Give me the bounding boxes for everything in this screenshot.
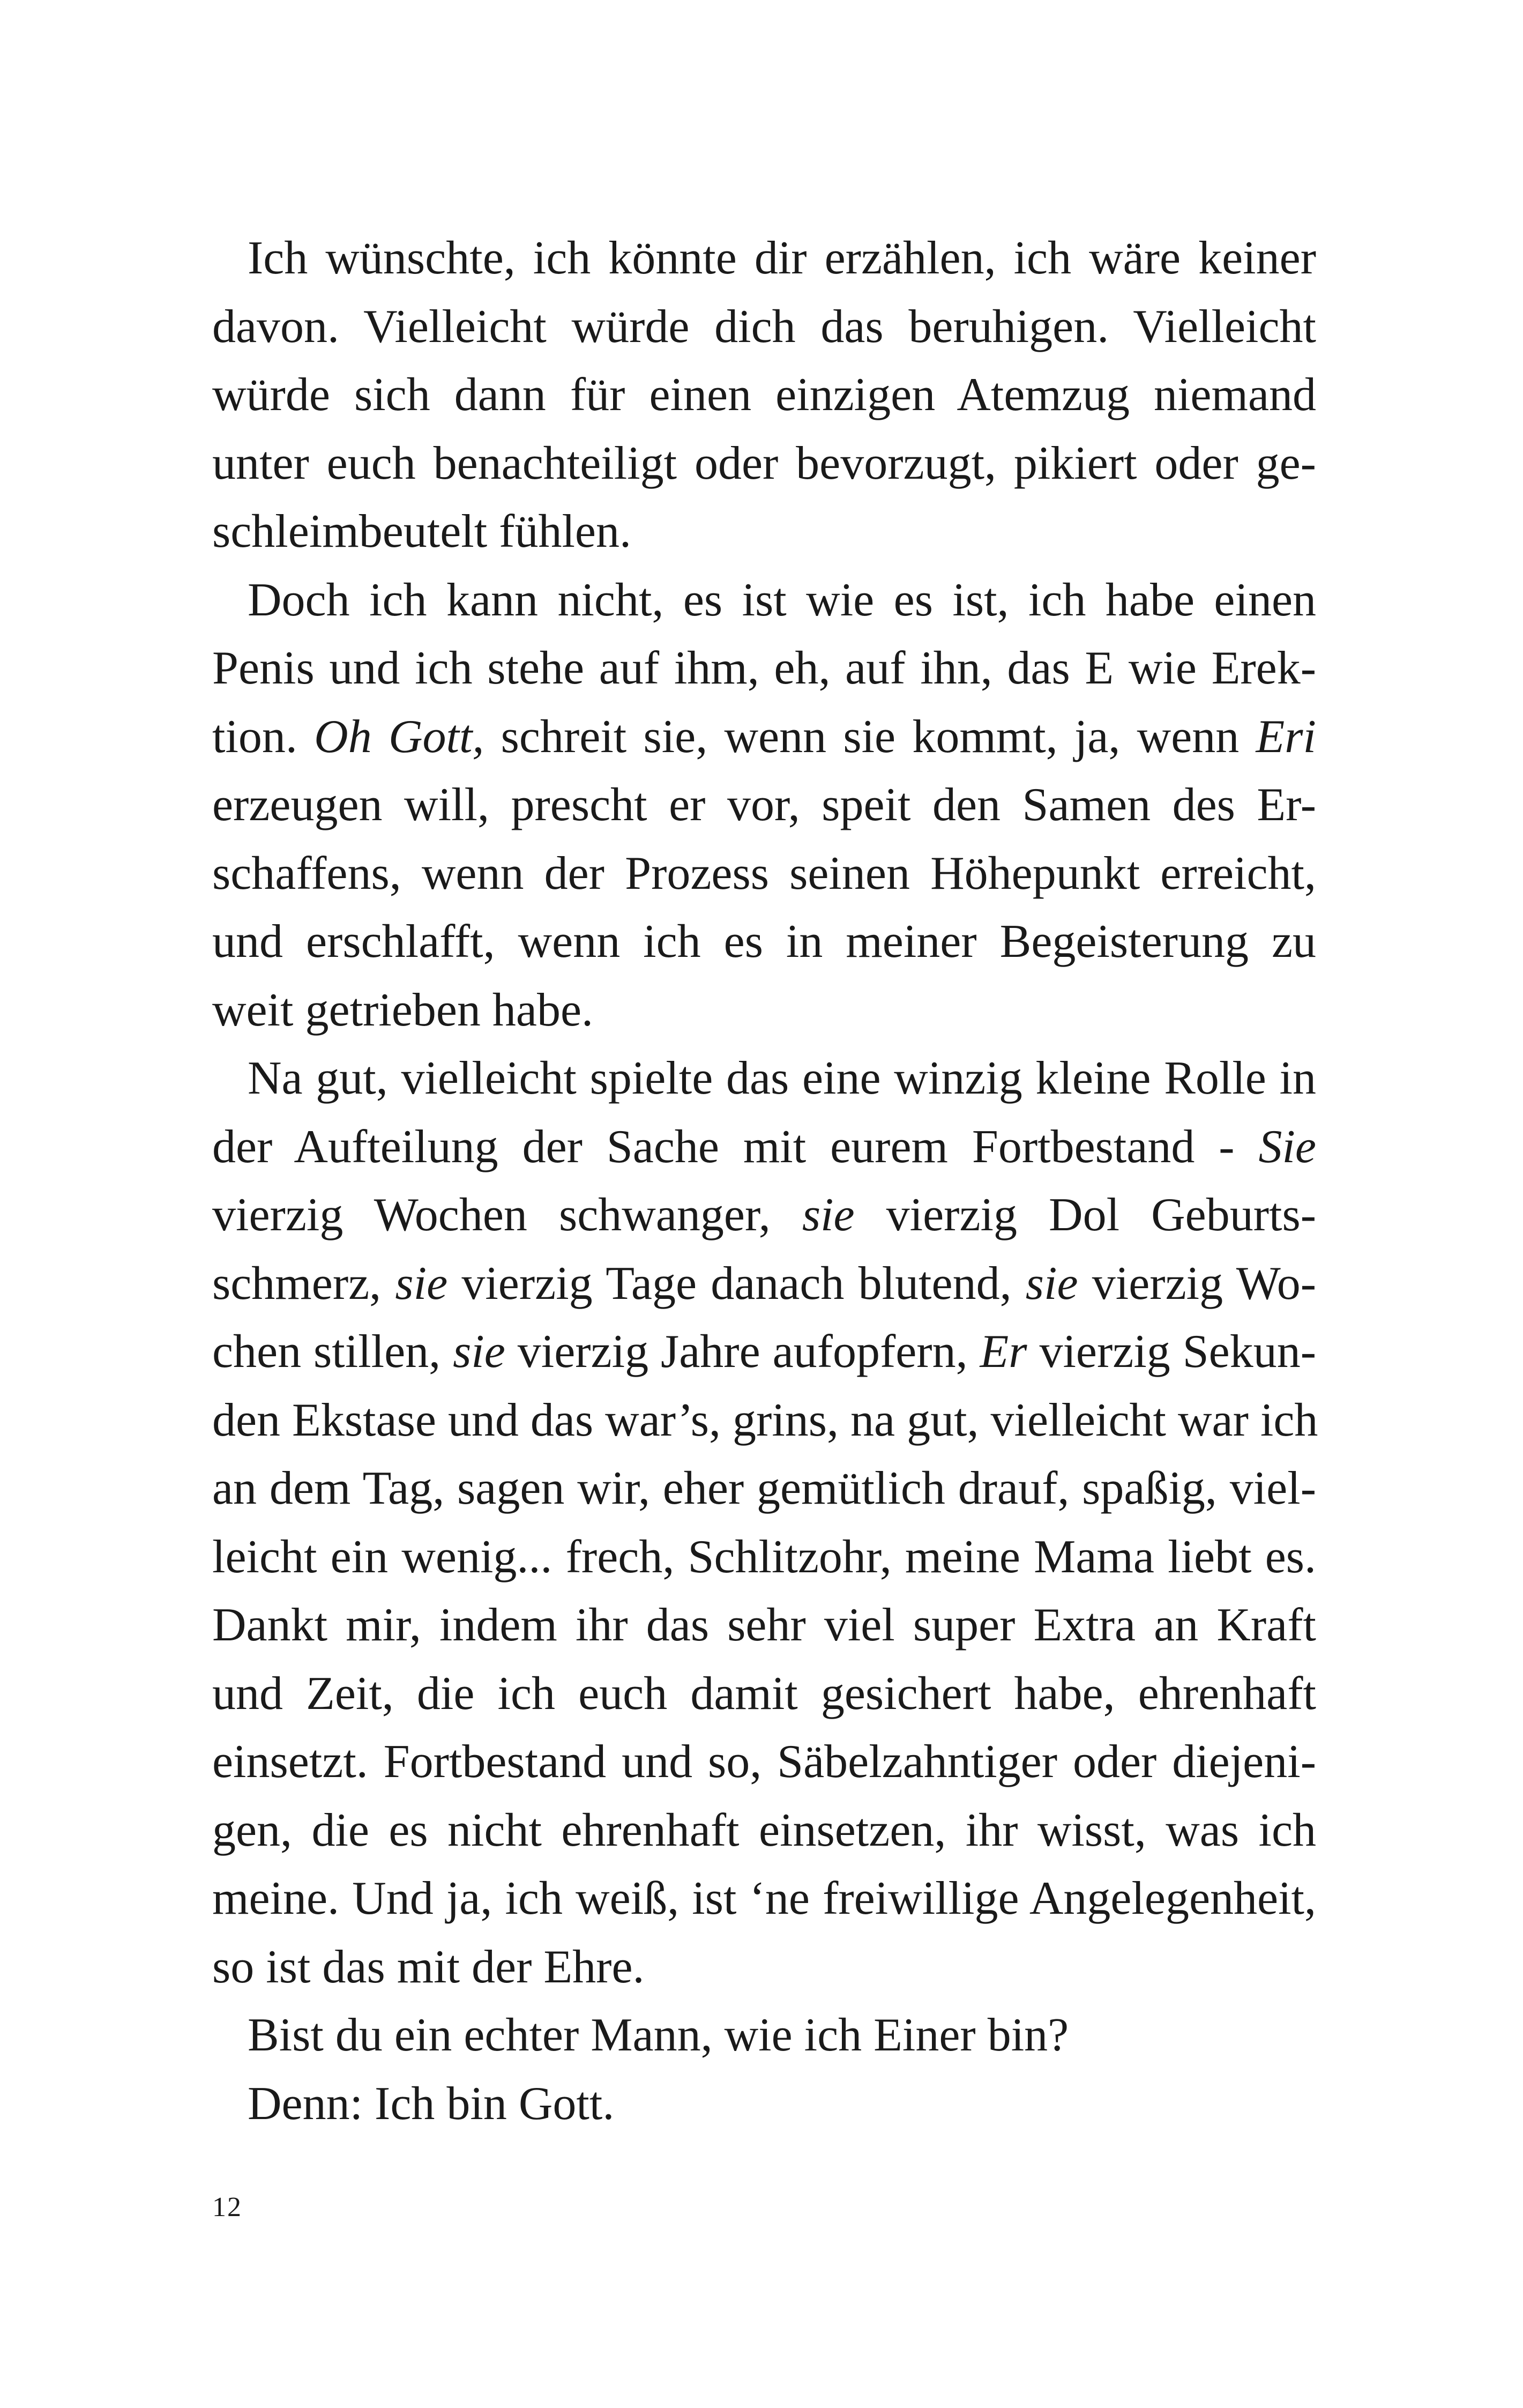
body-text <box>212 224 1316 2138</box>
italic-text: Er <box>980 1326 1027 1378</box>
text-line: der Aufteilung der Sache mit eurem Fortbestand - Sie <box>212 1120 1316 1173</box>
paragraph <box>212 566 1316 1045</box>
text-line: schleimbeutelt fühlen. <box>212 506 631 558</box>
text-line: an dem Tag, sagen wir, eher gemütlich drauf, spaßig, viel- <box>212 1462 1316 1514</box>
italic-text: Oh Gott, <box>314 710 484 763</box>
text-line: meine. Und ja, ich weiß, ist ‘ne freiwillige Angelegenheit, <box>212 1872 1316 1924</box>
italic-text: Eri <box>1256 710 1316 763</box>
text-line: gen, die es nicht ehrenhaft einsetzen, ihr wisst, was ich <box>212 1804 1316 1856</box>
paragraph <box>212 1044 1316 2001</box>
text-line: Na gut, vielleicht spielte das eine winzig kleine Rolle in <box>248 1052 1316 1104</box>
italic-text: Sie <box>1258 1120 1316 1173</box>
text-line: Denn: Ich bin Gott. <box>248 2077 615 2130</box>
text-line: Ich wünschte, ich könnte dir erzählen, ich wäre keiner <box>248 232 1316 284</box>
paragraph <box>212 2070 1316 2138</box>
text-line: einsetzt. Fortbestand und so, Säbelzahntiger oder diejeni- <box>212 1736 1316 1788</box>
text-line: den Ekstase und das war’s, grins, na gut, vielleicht war ich <box>212 1394 1318 1446</box>
text-line: tion. Oh Gott, schreit sie, wenn sie kommt, ja, wenn Eri <box>212 710 1316 763</box>
paragraph <box>212 224 1316 566</box>
italic-text: sie <box>1025 1257 1078 1310</box>
text-line: unter euch benachteiligt oder bevorzugt, pikiert oder ge- <box>212 437 1316 489</box>
text-line: Penis und ich stehe auf ihm, eh, auf ihn, das E wie Erek- <box>212 642 1316 694</box>
text-line: chen stillen, sie vierzig Jahre aufopfern, Er vierzig Sekun- <box>212 1326 1316 1378</box>
text-line: und erschlafft, wenn ich es in meiner Begeisterung zu <box>212 916 1316 968</box>
text-line: Bist du ein echter Mann, wie ich Einer bin? <box>248 2009 1069 2061</box>
paragraph <box>212 2001 1316 2070</box>
text-line: leicht ein wenig... frech, Schlitzohr, meine Mama liebt es. <box>212 1530 1316 1583</box>
italic-text: sie <box>802 1189 855 1241</box>
text-line: vierzig Wochen schwanger, sie vierzig Dol Geburts- <box>212 1189 1316 1241</box>
text-line: und Zeit, die ich euch damit gesichert habe, ehrenhaft <box>212 1667 1316 1720</box>
italic-text: sie <box>453 1326 505 1378</box>
text-line: würde sich dann für einen einzigen Atemzug niemand <box>212 369 1316 421</box>
page-number: 12 <box>212 2192 242 2223</box>
text-line: Dankt mir, indem ihr das sehr viel super Extra an Kraft <box>212 1599 1316 1651</box>
text-line: davon. Vielleicht würde dich das beruhigen. Vielleicht <box>212 300 1316 353</box>
text-line: schaffens, wenn der Prozess seinen Höhepunkt erreicht, <box>212 847 1316 900</box>
text-line: so ist das mit der Ehre. <box>212 1941 645 1993</box>
text-line: Doch ich kann nicht, es ist wie es ist, ich habe einen <box>248 574 1316 626</box>
text-line: weit getrieben habe. <box>212 984 594 1036</box>
text-line: erzeugen will, prescht er vor, speit den Samen des Er- <box>212 779 1316 831</box>
italic-text: sie <box>395 1257 448 1310</box>
text-line: schmerz, sie vierzig Tage danach blutend, sie vierzig Wo- <box>212 1257 1317 1310</box>
